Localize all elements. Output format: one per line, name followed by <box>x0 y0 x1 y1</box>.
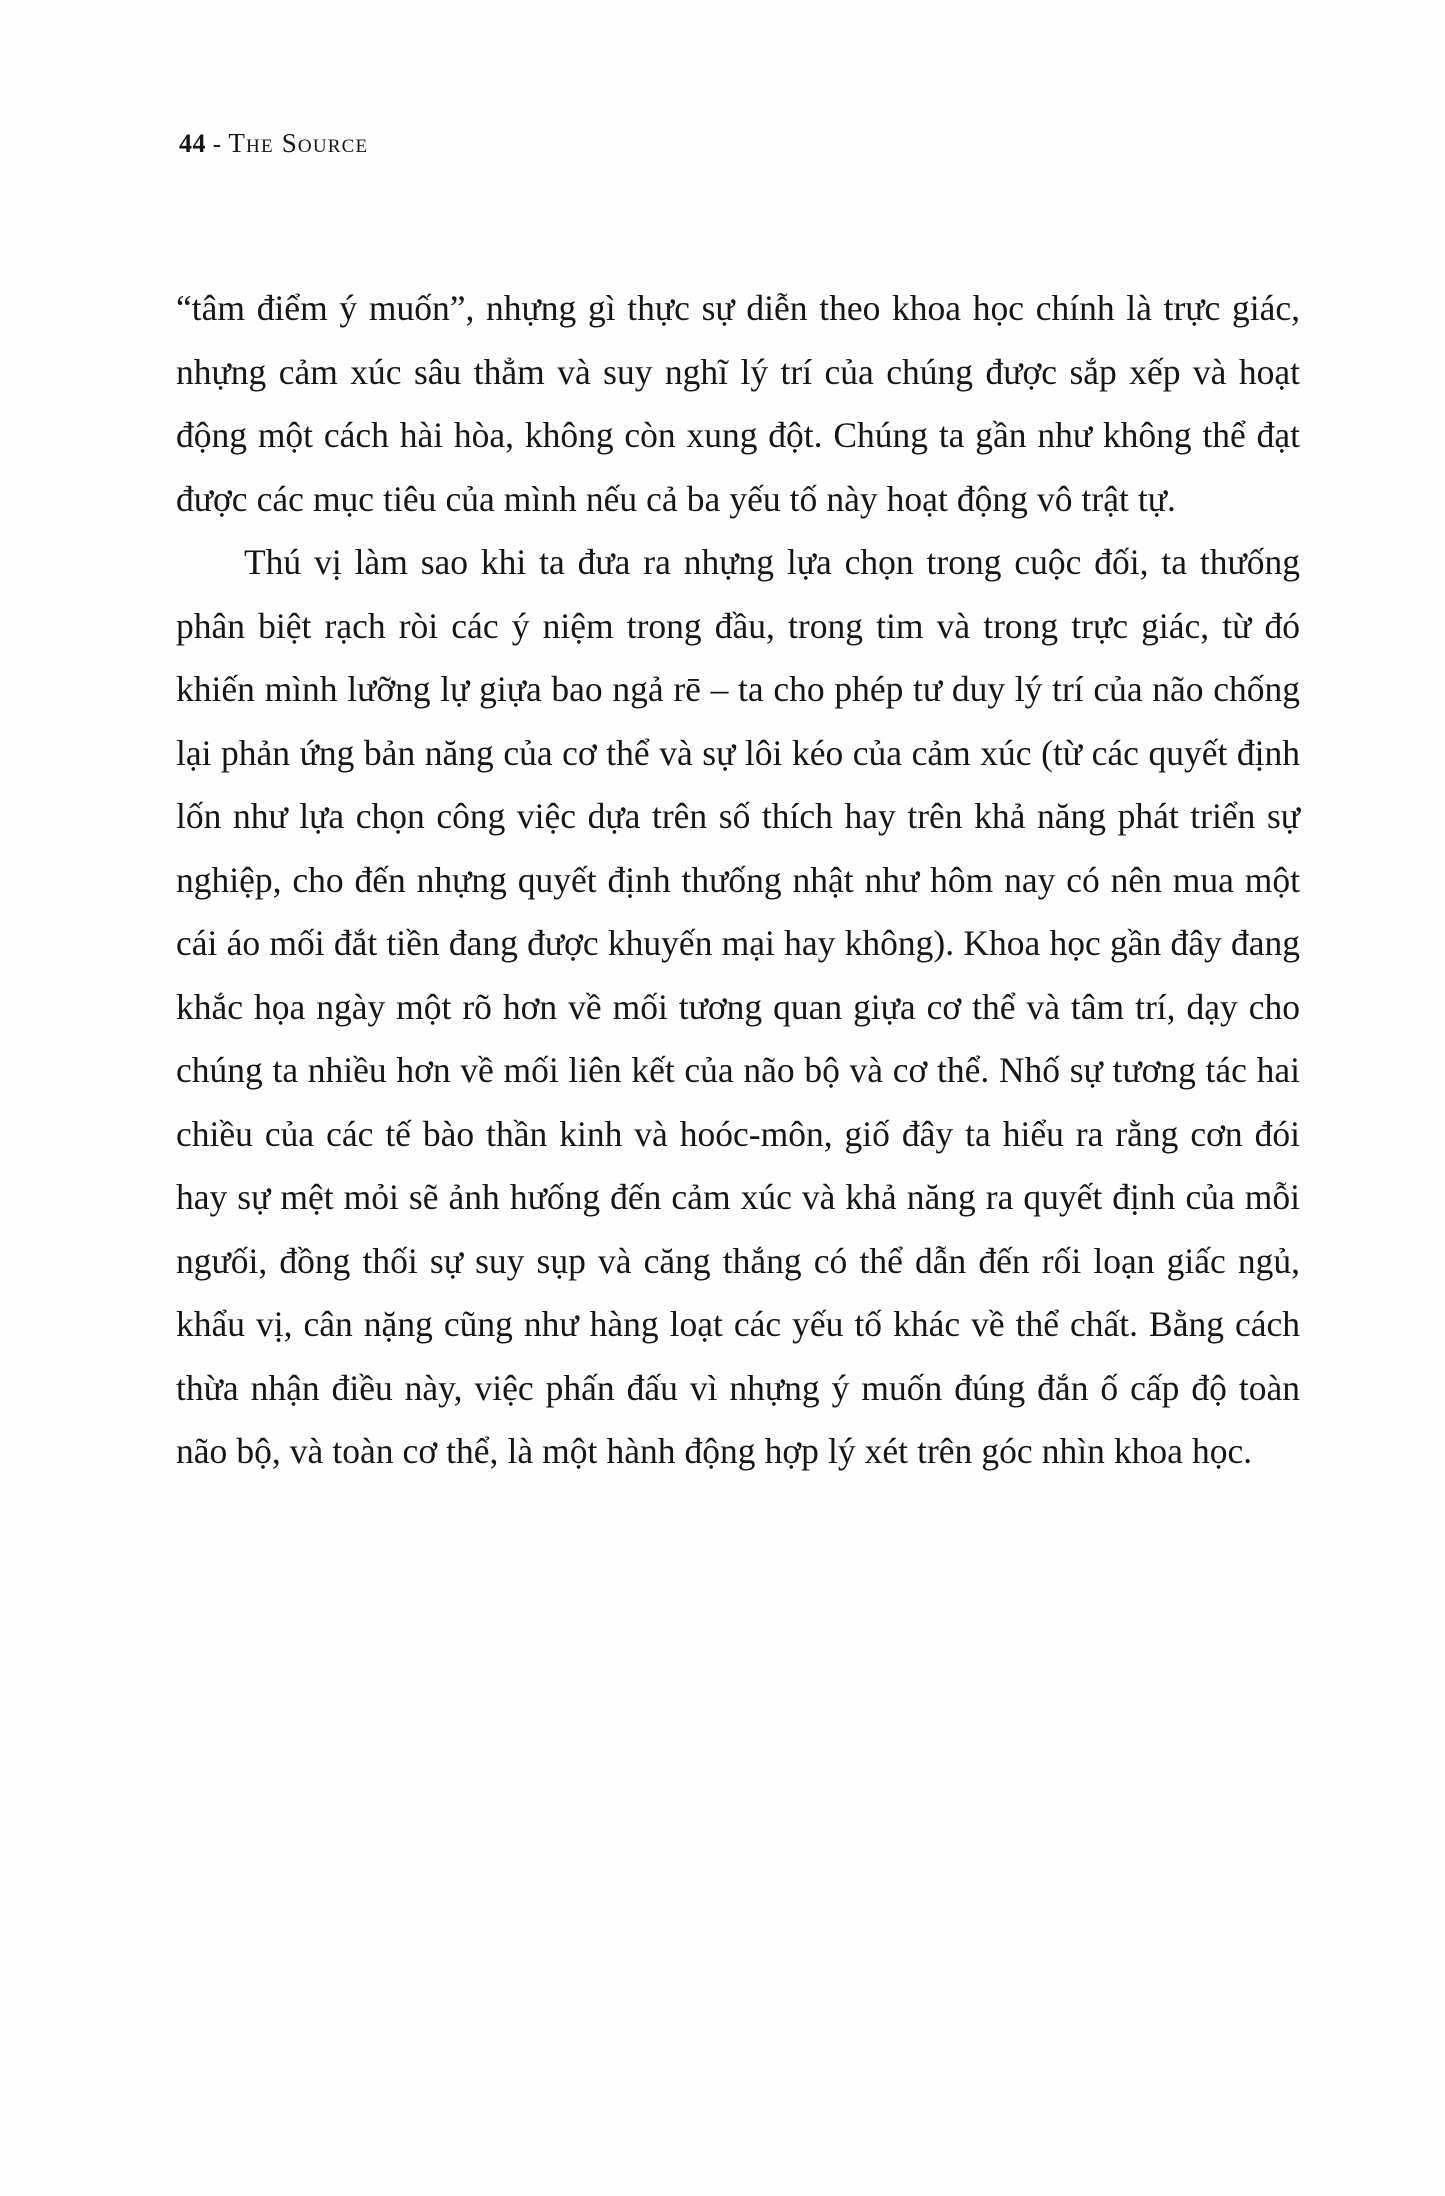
paragraph-1: Thú vị làm sao khi ta đưa ra nhựng lựa chọn trong cuộc đối, ta thưống phân biệt rạch ròi các ý niệm trong đầu, trong tim và trong trực giác, từ đó khiến mình lưỡng lự giựa bao ngả rē – ta cho phép tư duy lý trí của não chống lại phản ứng bản năng của cơ thể và sự lôi kéo của cảm xúc (từ các quyết định lốn như lựa chọn công việc dựa trên số thích hay trên khả năng phát triển sự nghiệp, cho đến nhựng quyết định thưống nhật như hôm nay có nên mua một cái áo mối đắt tiền đang được khuyến mại hay không). Khoa học gần đây đang khắc họa ngày một rõ hơn về mối tương quan giựa cơ thể và tâm trí, dạy cho chúng ta nhiều hơn về mối liên kết của não bộ và cơ thể. Nhố sự tương tác hai chiều của các tế bào thần kinh và hoóc-môn, giố đây ta hiểu ra rằng cơn đói hay sự mệt mỏi sẽ ảnh hưống đến cảm xúc và khả năng ra quyết định của mỗi ngưối, đồng thối sự suy sụp và căng thắng có thể dẫn đến rối loạn giấc ngủ, khẩu vị, cân nặng cũng như hàng loạt các yếu tố khác về thể chất. Bằng cách thừa nhận điều này, việc phấn đấu vì nhựng ý muốn đúng đắn ố cấp độ toàn não bộ, và toàn cơ thể, là một hành động hợp lý xét trên góc nhìn khoa học. <box>176 542 1300 1471</box>
paragraph-continued: “tâm điểm ý muốn”, nhựng gì thực sự diễn theo khoa học chính là trực giác, nhựng cảm xúc sâu thẳm và suy nghĩ lý trí của chúng được sắp xếp và hoạt động một cách hài hòa, không còn xung đột. Chúng ta gần như không thể đạt được các mục tiêu của mình nếu cả ba yếu tố này hoạt động vô trật tự. <box>176 288 1300 519</box>
page-text-block <box>176 128 1301 1484</box>
running-head-title: The Source <box>228 128 369 158</box>
running-head-separator: - <box>212 131 222 158</box>
page-number: 44 <box>179 129 206 158</box>
body-text <box>176 277 1300 1484</box>
running-head <box>179 128 1301 159</box>
